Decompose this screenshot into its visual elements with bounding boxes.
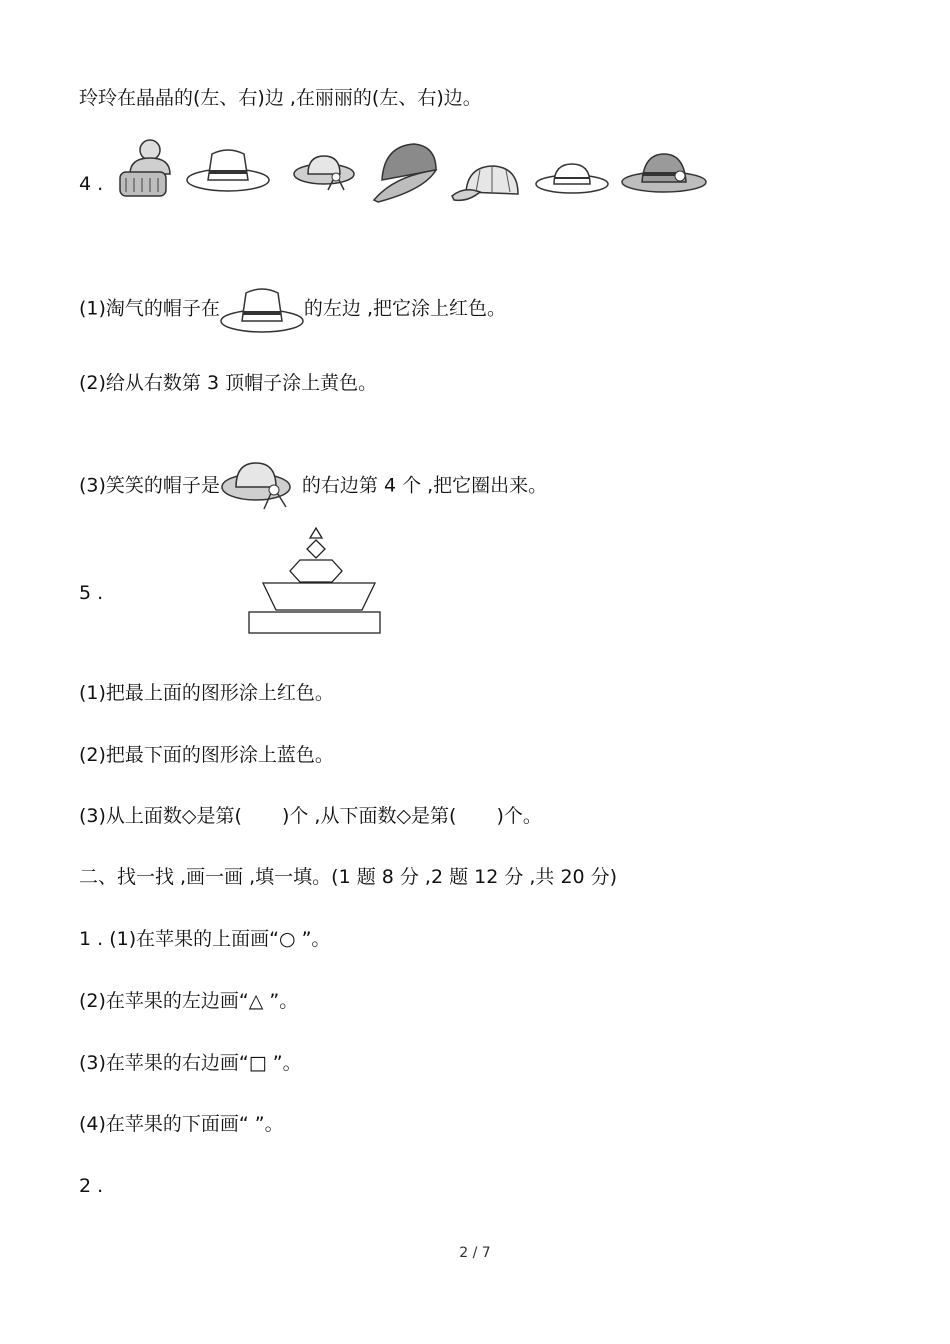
baseball-cap-icon	[374, 144, 436, 202]
question-5-3-part-a: (3)从上面数◇是第(	[79, 805, 242, 827]
rectangle-shape	[249, 612, 380, 633]
question-4-1	[79, 283, 506, 335]
bow-sun-hat-icon	[220, 457, 302, 515]
small-triangle-shape	[310, 528, 322, 538]
question-5-2: (2)把最下面的图形涂上蓝色。	[79, 744, 334, 766]
ball-cap-icon	[452, 166, 518, 200]
wide-brim-hat-icon	[536, 164, 608, 193]
question-4-3-suffix: 的右边第 4 个 ,把它圈出来。	[301, 474, 548, 497]
section-2-item-1: 1 . (1)在苹果的上面画“○ ”。	[79, 928, 331, 950]
hexagon-shape	[290, 560, 342, 582]
question-4-3-prefix: (3)笑笑的帽子是	[79, 474, 220, 497]
fedora-hat-icon	[220, 283, 304, 335]
section-2-item-4: (4)在苹果的下面画“ ”。	[79, 1113, 284, 1135]
knit-hat-icon	[120, 140, 170, 196]
hats-row	[112, 134, 712, 214]
question-4-1-prefix: (1)淘气的帽子在	[79, 297, 220, 320]
diamond-shape	[307, 540, 325, 558]
section-2-heading: 二、找一找 ,画一画 ,填一填。(1 题 8 分 ,2 题 12 分 ,共 20 分)	[79, 866, 618, 888]
trapezoid-shape	[263, 583, 375, 610]
question-5-3	[79, 803, 542, 829]
question-5-1: (1)把最上面的图形涂上红色。	[79, 682, 334, 704]
page-number: 2 / 7	[459, 1245, 491, 1261]
stacked-shapes-figure	[246, 526, 384, 636]
question-line-1: 玲玲在晶晶的(左、右)边 ,在丽丽的(左、右)边。	[79, 87, 482, 109]
section-2-item-3: (3)在苹果的右边画“□ ”。	[79, 1052, 302, 1074]
question-4-number: 4 .	[79, 173, 104, 195]
fedora-hat-icon	[187, 150, 269, 191]
bow-sun-hat-icon	[294, 156, 354, 190]
question-4-3	[79, 457, 547, 515]
question-5-number: 5 .	[79, 582, 104, 604]
question-4-1-suffix: 的左边 ,把它涂上红色。	[303, 297, 507, 320]
section-2-number-2: 2 .	[79, 1175, 104, 1197]
question-5-3-part-c: )个。	[496, 805, 542, 827]
section-2-item-2: (2)在苹果的左边画“△ ”。	[79, 990, 299, 1012]
question-5-3-part-b: )个 ,从下面数◇是第(	[281, 805, 457, 827]
bow-bucket-hat-icon	[622, 154, 706, 192]
question-4-2: (2)给从右数第 3 顶帽子涂上黄色。	[79, 372, 378, 394]
